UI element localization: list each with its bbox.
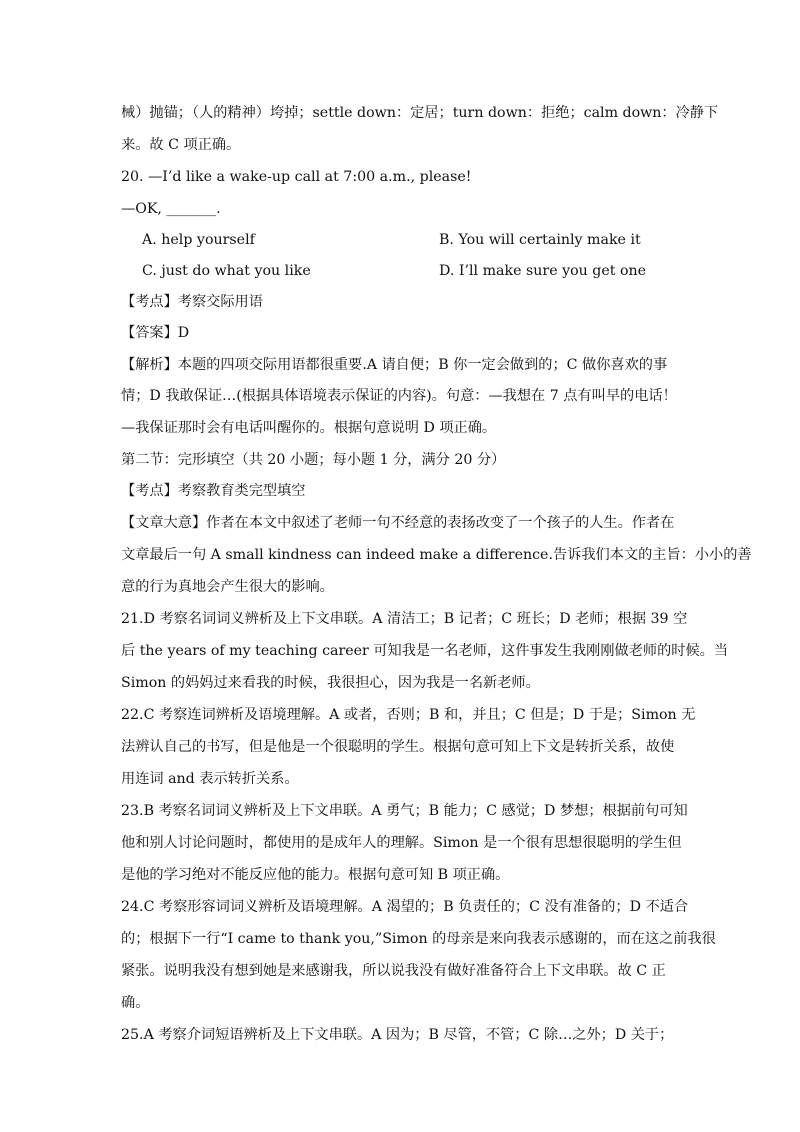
answer-24-line: 紧张。说明我没有想到她是来感谢我，所以说我没有做好准备符合上下文串联。故 C 正: [121, 963, 666, 979]
option-d: D. I’ll make sure you get one: [439, 263, 647, 279]
summary-line: 【文章大意】作者在本文中叙述了老师一句不经意的表扬改变了一个孩子的人生。作者在: [121, 515, 675, 531]
kaodian-label: 【考点】考察教育类完型填空: [121, 483, 306, 499]
answer-21-line: Simon 的妈妈过来看我的时候，我很担心，因为我是一名新老师。: [121, 675, 540, 691]
answer-23-line: 他和别人讨论问题时，都使用的是成年人的理解。Simon 是一个很有思想很聪明的学生但: [121, 835, 682, 851]
answer-24-line: 确。: [121, 995, 150, 1011]
section-title: 第二节：完形填空（共 20 小题；每小题 1 分，满分 20 分）: [121, 452, 506, 468]
answer-21-line: 后 the years of my teaching career 可知我是一名老师，这件事发生我刚刚做老师的时候。当: [121, 643, 729, 659]
question-20-reply: —OK, _______.: [121, 201, 221, 217]
summary-line: 意的行为真地会产生很大的影响。: [121, 579, 334, 595]
option-b: B. You will certainly make it: [439, 232, 641, 248]
question-20-stem: 20. —I’d like a wake-up call at 7:00 a.m., please!: [121, 169, 472, 185]
answer-22-line: 用连词 and 表示转折关系。: [121, 771, 299, 787]
answer-24-line: 24.C 考察形容词词义辨析及语境理解。A 渴望的；B 负责任的；C 没有准备的；D 不适合: [121, 899, 689, 915]
answer-25-line: 25.A 考察介词短语辨析及上下文串联。A 因为；B 尽管，不管；C 除…之外；D 关于；: [121, 1027, 674, 1043]
text-line: 械）抛锚；（人的精神）垮掉；settle down：定居；turn down：拒绝；calm down：冷静下: [121, 105, 719, 121]
option-a: A. help yourself: [142, 232, 255, 248]
option-c: C. just do what you like: [142, 263, 311, 279]
answer-label: 【答案】D: [121, 325, 190, 341]
analysis-line: 【解析】本题的四项交际用语都很重要.A 请自便；B 你一定会做到的；C 做你喜欢的事: [121, 357, 668, 373]
answer-22-line: 法辨认自己的书写，但是他是一个很聪明的学生。根据句意可知上下文是转折关系，故使: [121, 739, 675, 755]
answer-23-line: 23.B 考察名词词义辨析及上下文串联。A 勇气；B 能力；C 感觉；D 梦想；根据前句可知: [121, 803, 688, 819]
summary-line: 文章最后一句 A small kindness can indeed make a difference.告诉我们本文的主旨：小小的善: [121, 547, 752, 563]
answer-21-line: 21.D 考察名词词义辨析及上下文串联。A 清洁工；B 记者；C 班长；D 老师；根据 39 空: [121, 611, 688, 627]
analysis-line: 情；D 我敢保证…(根据具体语境表示保证的内容)。句意：—我想在 7 点有叫早的电话！: [121, 388, 677, 404]
answer-24-line: 的；根据下一行“I came to thank you,”Simon 的母亲是来向我表示感谢的，而在这之前我很: [121, 931, 716, 947]
answer-22-line: 22.C 考察连词辨析及语境理解。A 或者，否则；B 和，并且；C 但是；D 于是；Simon 无: [121, 707, 696, 723]
text-line: 来。故 C 项正确。: [121, 137, 241, 153]
analysis-line: —我保证那时会有电话叫醒你的。根据句意说明 D 项正确。: [121, 420, 497, 436]
answer-23-line: 是他的学习绝对不能反应他的能力。根据句意可知 B 项正确。: [121, 867, 510, 883]
kaodian-label: 【考点】考察交际用语: [121, 294, 263, 310]
